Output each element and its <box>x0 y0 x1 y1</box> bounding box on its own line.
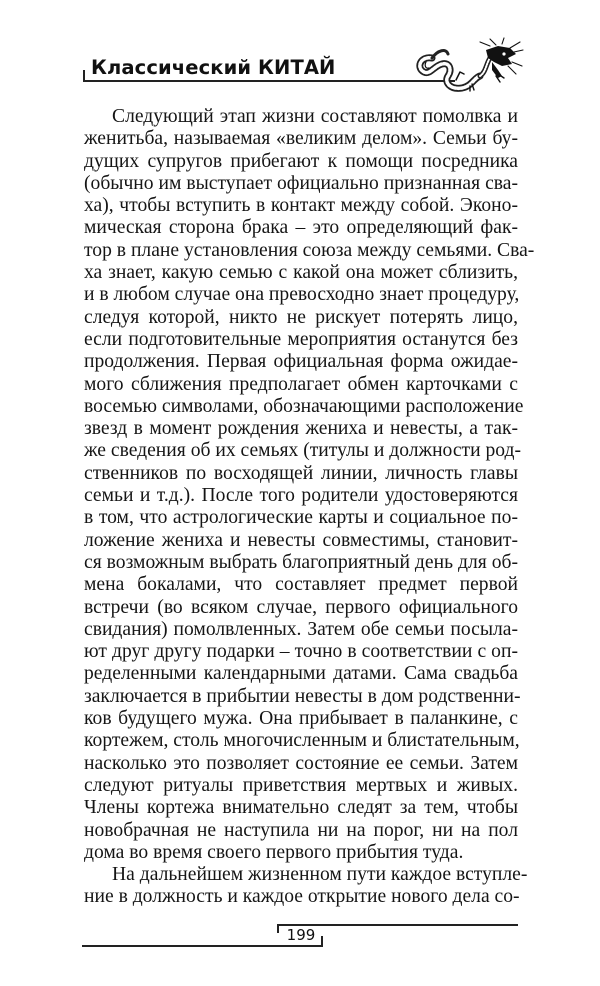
text-line: дома во время своего первого прибытия туда. <box>84 841 464 863</box>
page-number: 199 <box>286 926 316 944</box>
footer-left-tick <box>277 924 279 933</box>
text-line: женитьба, называемая «великим делом». Семьи бу- <box>84 128 518 150</box>
text-line: же сведения об их семьях (титулы и должности род- <box>84 440 522 462</box>
text-line: мическая сторона брака – это определяющий фак- <box>84 217 518 239</box>
text-line: ков будущего мужа. Она прибывает в паланкине, с <box>84 708 518 730</box>
text-line: Следующий этап жизни составляют помолвка и <box>112 106 518 127</box>
text-line: в том, что астрологические карты и социальное по- <box>84 507 518 529</box>
text-line: ся возможным выбрать благоприятный день для об- <box>84 551 518 573</box>
text-line: следуя которой, никто не рискует потерять лицо, <box>84 306 518 328</box>
text-line: ют друг другу подарки – точно в соответствии с оп- <box>84 641 518 663</box>
text-line: если подготовительные мероприятия останутся без <box>84 328 518 350</box>
body-text <box>84 106 535 909</box>
text-line: и в любом случае она превосходно знает процедуру, <box>84 284 520 306</box>
text-line: семьи и т.д.). После того родители удостоверяются <box>84 485 518 507</box>
text-line: новобрачная не наступила ни на порог, ни на пол <box>84 819 518 841</box>
text-line: встречи (во всяком случае, первого официального <box>84 596 518 618</box>
text-line: ха), чтобы вступить в контакт между собой. Эконо- <box>84 195 518 217</box>
text-line: свидания) помолвленных. Затем обе семьи посыла- <box>84 618 518 640</box>
text-line: насколько это позволяет состояние ее семьи. Затем <box>84 752 518 774</box>
text-line: ределенными календарными датами. Сама свадьба <box>84 663 518 685</box>
text-line: кортежем, столь многочисленным и блистательным, <box>84 730 520 752</box>
text-line: На дальнейшем жизненном пути каждое вступле- <box>112 864 528 886</box>
dragon-icon <box>412 36 524 92</box>
text-line: дущих супругов прибегают к помощи посредника <box>84 150 518 172</box>
text-line: восемью символами, обозначающими расположение <box>84 395 524 417</box>
text-line: мена бокалами, что составляет предмет первой <box>84 574 518 596</box>
text-line: звезд в момент рождения жениха и невесты, а так- <box>84 418 518 440</box>
text-line: Члены кортежа внимательно следят за тем, чтобы <box>84 797 518 819</box>
text-line: продолжения. Первая официальная форма ожидае- <box>84 351 518 373</box>
text-line: мого сближения предполагает обмен карточками с <box>84 373 518 395</box>
footer-lower-rule <box>82 945 323 947</box>
text-line: следуют ритуалы приветствия мертвых и живых. <box>84 774 518 796</box>
text-line: заключается в прибытии невесты в дом родственни- <box>84 685 521 707</box>
text-line: тор в плане установления союза между семьями. Сва- <box>84 239 535 261</box>
text-line: ственников по восходящей линии, личность главы <box>84 462 518 484</box>
text-line: ложение жениха и невесты совместимы, становит- <box>84 529 518 551</box>
text-line: ха знает, какую семью с какой она может сблизить, <box>84 262 518 284</box>
text-line: (обычно им выступает официально признанная сва- <box>84 172 518 194</box>
running-header-title: Классический КИТАЙ <box>91 56 336 79</box>
text-line: ние в должность и каждое открытие нового дела со- <box>84 886 520 908</box>
header-rule <box>83 80 455 82</box>
